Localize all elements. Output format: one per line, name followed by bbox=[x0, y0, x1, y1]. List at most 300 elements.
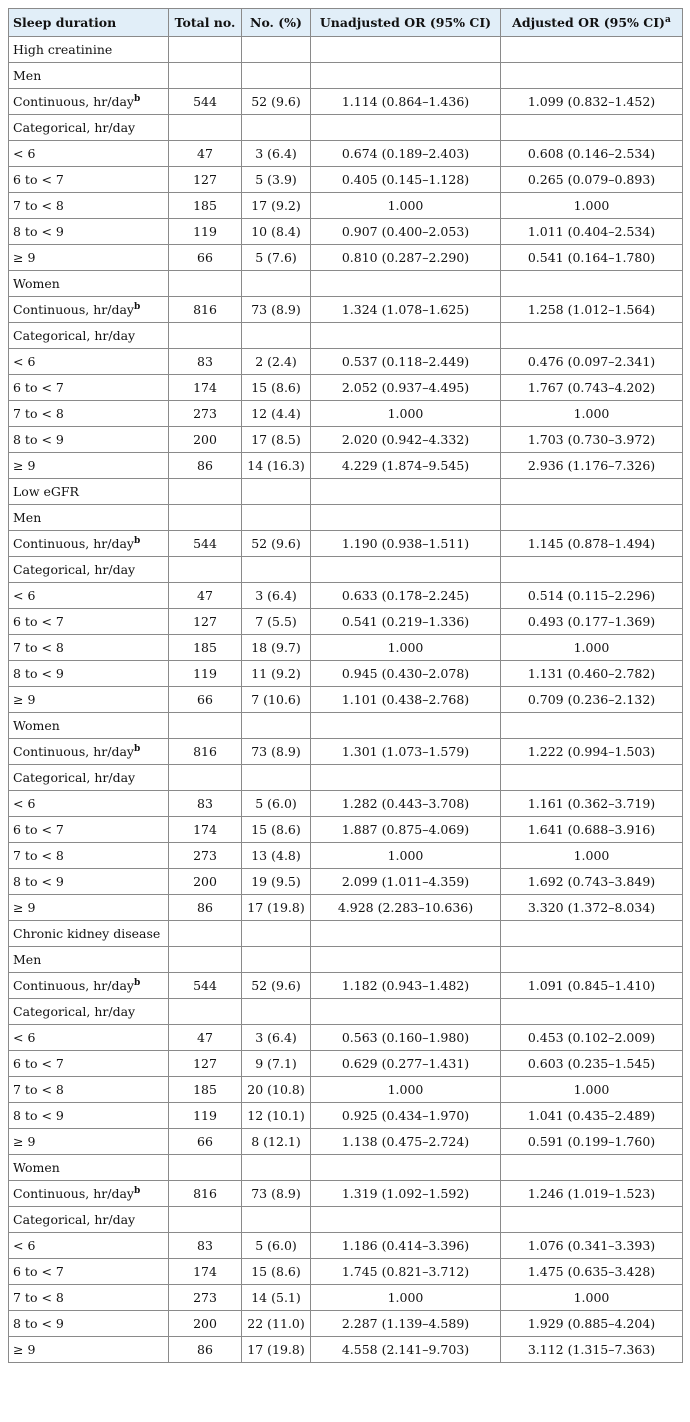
section-label bbox=[9, 115, 169, 141]
table-row bbox=[9, 141, 683, 167]
cell-adjusted-or bbox=[501, 1207, 683, 1233]
cell-total-no: 83 bbox=[169, 1233, 242, 1259]
cell-unadjusted-or: 0.405 (0.145–1.128) bbox=[311, 167, 501, 193]
table-row bbox=[9, 401, 683, 427]
section-row bbox=[9, 37, 683, 63]
cell-adjusted-or: 1.246 (1.019–1.523) bbox=[501, 1181, 683, 1207]
cell-adjusted-or: 1.011 (0.404–2.534) bbox=[501, 219, 683, 245]
row-label bbox=[9, 401, 169, 427]
table-row bbox=[9, 1311, 683, 1337]
row-label-text: 8 to < 9 bbox=[13, 224, 64, 239]
row-label-text: ≥ 9 bbox=[13, 1134, 36, 1149]
footnote-marker: a bbox=[664, 15, 671, 25]
row-label-text: Continuous, hr/day bbox=[13, 94, 134, 109]
row-label-text: Women bbox=[13, 276, 60, 291]
section-row bbox=[9, 713, 683, 739]
table-row bbox=[9, 245, 683, 271]
cell-no-pct: 17 (19.8) bbox=[242, 1337, 311, 1363]
row-label-text: < 6 bbox=[13, 1030, 36, 1045]
section-label bbox=[9, 765, 169, 791]
table-row bbox=[9, 635, 683, 661]
table-row bbox=[9, 661, 683, 687]
cell-unadjusted-or: 1.000 bbox=[311, 401, 501, 427]
cell-unadjusted-or: 1.301 (1.073–1.579) bbox=[311, 739, 501, 765]
cell-adjusted-or: 1.041 (0.435–2.489) bbox=[501, 1103, 683, 1129]
section-row bbox=[9, 557, 683, 583]
row-label-text: 6 to < 7 bbox=[13, 1264, 64, 1279]
row-label-text: 7 to < 8 bbox=[13, 848, 64, 863]
cell-adjusted-or: 1.099 (0.832–1.452) bbox=[501, 89, 683, 115]
cell-no-pct: 17 (9.2) bbox=[242, 193, 311, 219]
cell-no-pct: 12 (10.1) bbox=[242, 1103, 311, 1129]
row-label-text: Women bbox=[13, 1160, 60, 1175]
row-label bbox=[9, 1181, 169, 1207]
cell-adjusted-or: 1.258 (1.012–1.564) bbox=[501, 297, 683, 323]
row-label bbox=[9, 791, 169, 817]
cell-unadjusted-or bbox=[311, 505, 501, 531]
table-row bbox=[9, 375, 683, 401]
row-label-text: 8 to < 9 bbox=[13, 1316, 64, 1331]
cell-no-pct: 7 (5.5) bbox=[242, 609, 311, 635]
section-row bbox=[9, 999, 683, 1025]
cell-adjusted-or: 1.000 bbox=[501, 843, 683, 869]
cell-total-no: 816 bbox=[169, 1181, 242, 1207]
row-label-text: ≥ 9 bbox=[13, 458, 36, 473]
cell-adjusted-or: 1.000 bbox=[501, 193, 683, 219]
section-row bbox=[9, 479, 683, 505]
cell-unadjusted-or: 0.563 (0.160–1.980) bbox=[311, 1025, 501, 1051]
table-row bbox=[9, 687, 683, 713]
cell-unadjusted-or: 0.633 (0.178–2.245) bbox=[311, 583, 501, 609]
cell-adjusted-or: 1.161 (0.362–3.719) bbox=[501, 791, 683, 817]
cell-unadjusted-or: 2.020 (0.942–4.332) bbox=[311, 427, 501, 453]
cell-total-no: 47 bbox=[169, 141, 242, 167]
cell-no-pct: 22 (11.0) bbox=[242, 1311, 311, 1337]
row-label-text: Men bbox=[13, 510, 42, 525]
row-label-text: 7 to < 8 bbox=[13, 198, 64, 213]
cell-no-pct bbox=[242, 921, 311, 947]
row-label-text: Continuous, hr/day bbox=[13, 744, 134, 759]
row-label bbox=[9, 583, 169, 609]
section-row bbox=[9, 505, 683, 531]
cell-no-pct bbox=[242, 999, 311, 1025]
cell-adjusted-or: 0.541 (0.164–1.780) bbox=[501, 245, 683, 271]
row-label-text: Categorical, hr/day bbox=[13, 120, 136, 135]
table-row bbox=[9, 791, 683, 817]
cell-total-no: 174 bbox=[169, 817, 242, 843]
cell-unadjusted-or bbox=[311, 115, 501, 141]
row-label-text: Categorical, hr/day bbox=[13, 1212, 136, 1227]
cell-total-no: 273 bbox=[169, 1285, 242, 1311]
cell-unadjusted-or bbox=[311, 765, 501, 791]
cell-adjusted-or: 0.608 (0.146–2.534) bbox=[501, 141, 683, 167]
section-row bbox=[9, 765, 683, 791]
cell-unadjusted-or: 0.810 (0.287–2.290) bbox=[311, 245, 501, 271]
table-body bbox=[9, 37, 683, 1363]
cell-no-pct bbox=[242, 1155, 311, 1181]
cell-no-pct bbox=[242, 37, 311, 63]
footnote-marker: b bbox=[133, 536, 141, 546]
table-row bbox=[9, 1077, 683, 1103]
cell-no-pct: 14 (16.3) bbox=[242, 453, 311, 479]
table-row bbox=[9, 817, 683, 843]
row-label-text: ≥ 9 bbox=[13, 1342, 36, 1357]
row-label-text: < 6 bbox=[13, 796, 36, 811]
cell-total-no bbox=[169, 323, 242, 349]
cell-total-no bbox=[169, 557, 242, 583]
row-label bbox=[9, 609, 169, 635]
cell-unadjusted-or: 1.000 bbox=[311, 1077, 501, 1103]
row-label bbox=[9, 219, 169, 245]
cell-total-no bbox=[169, 479, 242, 505]
row-label-text: Categorical, hr/day bbox=[13, 562, 136, 577]
cell-total-no: 127 bbox=[169, 167, 242, 193]
row-label bbox=[9, 1025, 169, 1051]
cell-unadjusted-or: 1.000 bbox=[311, 843, 501, 869]
cell-total-no: 273 bbox=[169, 401, 242, 427]
cell-total-no bbox=[169, 713, 242, 739]
section-label bbox=[9, 1155, 169, 1181]
cell-adjusted-or: 1.692 (0.743–3.849) bbox=[501, 869, 683, 895]
cell-no-pct bbox=[242, 765, 311, 791]
section-row bbox=[9, 947, 683, 973]
cell-unadjusted-or: 1.138 (0.475–2.724) bbox=[311, 1129, 501, 1155]
row-label-text: < 6 bbox=[13, 588, 36, 603]
row-label bbox=[9, 1233, 169, 1259]
cell-total-no: 185 bbox=[169, 193, 242, 219]
cell-adjusted-or bbox=[501, 63, 683, 89]
row-label-text: Categorical, hr/day bbox=[13, 770, 136, 785]
section-row bbox=[9, 921, 683, 947]
cell-total-no: 66 bbox=[169, 1129, 242, 1155]
cell-adjusted-or: 1.000 bbox=[501, 1285, 683, 1311]
row-label-text: ≥ 9 bbox=[13, 692, 36, 707]
cell-total-no bbox=[169, 999, 242, 1025]
row-label bbox=[9, 375, 169, 401]
cell-no-pct: 9 (7.1) bbox=[242, 1051, 311, 1077]
table-row bbox=[9, 219, 683, 245]
cell-unadjusted-or: 1.101 (0.438–2.768) bbox=[311, 687, 501, 713]
table-row bbox=[9, 167, 683, 193]
table-row bbox=[9, 89, 683, 115]
cell-adjusted-or: 3.112 (1.315–7.363) bbox=[501, 1337, 683, 1363]
cell-total-no bbox=[169, 505, 242, 531]
cell-no-pct: 8 (12.1) bbox=[242, 1129, 311, 1155]
row-label-text: 7 to < 8 bbox=[13, 1082, 64, 1097]
cell-total-no bbox=[169, 921, 242, 947]
table-row bbox=[9, 1285, 683, 1311]
cell-no-pct: 52 (9.6) bbox=[242, 89, 311, 115]
row-label bbox=[9, 193, 169, 219]
cell-total-no: 544 bbox=[169, 89, 242, 115]
cell-no-pct: 15 (8.6) bbox=[242, 1259, 311, 1285]
header-total-no: Total no. bbox=[169, 9, 242, 37]
cell-adjusted-or bbox=[501, 713, 683, 739]
row-label bbox=[9, 1337, 169, 1363]
cell-adjusted-or: 0.514 (0.115–2.296) bbox=[501, 583, 683, 609]
cell-no-pct bbox=[242, 1207, 311, 1233]
row-label-text: Chronic kidney disease bbox=[13, 926, 161, 941]
cell-adjusted-or: 0.453 (0.102–2.009) bbox=[501, 1025, 683, 1051]
cell-no-pct: 2 (2.4) bbox=[242, 349, 311, 375]
cell-total-no: 66 bbox=[169, 687, 242, 713]
row-label-text: 6 to < 7 bbox=[13, 614, 64, 629]
cell-adjusted-or bbox=[501, 115, 683, 141]
row-label bbox=[9, 1259, 169, 1285]
row-label-text: 6 to < 7 bbox=[13, 380, 64, 395]
cell-total-no: 185 bbox=[169, 1077, 242, 1103]
cell-no-pct: 5 (3.9) bbox=[242, 167, 311, 193]
cell-unadjusted-or: 0.945 (0.430–2.078) bbox=[311, 661, 501, 687]
cell-total-no: 816 bbox=[169, 297, 242, 323]
cell-total-no: 200 bbox=[169, 869, 242, 895]
header-unadjusted-or: Unadjusted OR (95% CI) bbox=[311, 9, 501, 37]
cell-total-no bbox=[169, 271, 242, 297]
cell-no-pct: 18 (9.7) bbox=[242, 635, 311, 661]
cell-adjusted-or bbox=[501, 323, 683, 349]
cell-unadjusted-or: 0.541 (0.219–1.336) bbox=[311, 609, 501, 635]
cell-unadjusted-or: 1.000 bbox=[311, 193, 501, 219]
row-label bbox=[9, 635, 169, 661]
cell-adjusted-or: 0.591 (0.199–1.760) bbox=[501, 1129, 683, 1155]
row-label bbox=[9, 1311, 169, 1337]
header-row bbox=[9, 9, 683, 37]
cell-no-pct: 73 (8.9) bbox=[242, 297, 311, 323]
cell-unadjusted-or: 4.928 (2.283–10.636) bbox=[311, 895, 501, 921]
row-label bbox=[9, 427, 169, 453]
cell-total-no: 544 bbox=[169, 531, 242, 557]
cell-no-pct: 19 (9.5) bbox=[242, 869, 311, 895]
footnote-marker: b bbox=[133, 302, 141, 312]
cell-adjusted-or: 0.493 (0.177–1.369) bbox=[501, 609, 683, 635]
row-label-text: Continuous, hr/day bbox=[13, 302, 134, 317]
cell-adjusted-or bbox=[501, 479, 683, 505]
cell-unadjusted-or bbox=[311, 1207, 501, 1233]
cell-total-no: 119 bbox=[169, 219, 242, 245]
row-label bbox=[9, 687, 169, 713]
cell-adjusted-or: 1.000 bbox=[501, 401, 683, 427]
row-label bbox=[9, 739, 169, 765]
table-row bbox=[9, 1129, 683, 1155]
footnote-marker: b bbox=[133, 1186, 141, 1196]
footnote-marker: b bbox=[133, 978, 141, 988]
row-label bbox=[9, 1285, 169, 1311]
table-row bbox=[9, 869, 683, 895]
section-label bbox=[9, 323, 169, 349]
footnote-marker: b bbox=[133, 94, 141, 104]
cell-unadjusted-or bbox=[311, 557, 501, 583]
cell-unadjusted-or bbox=[311, 713, 501, 739]
header-no-pct: No. (%) bbox=[242, 9, 311, 37]
cell-unadjusted-or: 0.674 (0.189–2.403) bbox=[311, 141, 501, 167]
cell-no-pct: 3 (6.4) bbox=[242, 583, 311, 609]
row-label-text: 8 to < 9 bbox=[13, 1108, 64, 1123]
cell-unadjusted-or: 2.099 (1.011–4.359) bbox=[311, 869, 501, 895]
row-label-text: 8 to < 9 bbox=[13, 666, 64, 681]
header-adjusted-or bbox=[501, 9, 683, 37]
cell-total-no: 66 bbox=[169, 245, 242, 271]
cell-unadjusted-or: 0.629 (0.277–1.431) bbox=[311, 1051, 501, 1077]
row-label-text: Continuous, hr/day bbox=[13, 978, 134, 993]
cell-adjusted-or: 1.145 (0.878–1.494) bbox=[501, 531, 683, 557]
section-label bbox=[9, 37, 169, 63]
cell-unadjusted-or bbox=[311, 921, 501, 947]
cell-unadjusted-or bbox=[311, 947, 501, 973]
cell-unadjusted-or: 1.319 (1.092–1.592) bbox=[311, 1181, 501, 1207]
row-label bbox=[9, 141, 169, 167]
cell-adjusted-or bbox=[501, 557, 683, 583]
table-row bbox=[9, 193, 683, 219]
cell-total-no: 83 bbox=[169, 791, 242, 817]
section-row bbox=[9, 115, 683, 141]
header-adjusted-label: Adjusted OR (95% CI) bbox=[512, 15, 665, 30]
cell-unadjusted-or: 2.287 (1.139–4.589) bbox=[311, 1311, 501, 1337]
row-label-text: Categorical, hr/day bbox=[13, 328, 136, 343]
row-label-text: ≥ 9 bbox=[13, 250, 36, 265]
section-label bbox=[9, 479, 169, 505]
row-label bbox=[9, 1103, 169, 1129]
cell-adjusted-or bbox=[501, 999, 683, 1025]
table-row bbox=[9, 739, 683, 765]
header-sleep-duration: Sleep duration bbox=[9, 9, 169, 37]
cell-adjusted-or bbox=[501, 505, 683, 531]
row-label-text: < 6 bbox=[13, 146, 36, 161]
cell-no-pct bbox=[242, 323, 311, 349]
table-row bbox=[9, 427, 683, 453]
cell-no-pct: 3 (6.4) bbox=[242, 141, 311, 167]
cell-adjusted-or bbox=[501, 1155, 683, 1181]
row-label-text: 6 to < 7 bbox=[13, 1056, 64, 1071]
row-label bbox=[9, 245, 169, 271]
table-row bbox=[9, 453, 683, 479]
cell-no-pct: 15 (8.6) bbox=[242, 817, 311, 843]
cell-unadjusted-or: 1.190 (0.938–1.511) bbox=[311, 531, 501, 557]
cell-unadjusted-or: 1.282 (0.443–3.708) bbox=[311, 791, 501, 817]
row-label bbox=[9, 89, 169, 115]
section-label bbox=[9, 713, 169, 739]
row-label-text: < 6 bbox=[13, 354, 36, 369]
cell-no-pct bbox=[242, 557, 311, 583]
row-label bbox=[9, 1077, 169, 1103]
cell-no-pct: 17 (8.5) bbox=[242, 427, 311, 453]
cell-adjusted-or: 1.000 bbox=[501, 1077, 683, 1103]
cell-no-pct bbox=[242, 479, 311, 505]
section-label bbox=[9, 557, 169, 583]
row-label-text: Women bbox=[13, 718, 60, 733]
cell-total-no: 200 bbox=[169, 1311, 242, 1337]
cell-unadjusted-or bbox=[311, 323, 501, 349]
cell-adjusted-or: 0.265 (0.079–0.893) bbox=[501, 167, 683, 193]
row-label bbox=[9, 869, 169, 895]
row-label-text: 6 to < 7 bbox=[13, 172, 64, 187]
table-row bbox=[9, 973, 683, 999]
cell-no-pct: 73 (8.9) bbox=[242, 1181, 311, 1207]
cell-unadjusted-or: 1.000 bbox=[311, 635, 501, 661]
cell-no-pct: 13 (4.8) bbox=[242, 843, 311, 869]
section-row bbox=[9, 323, 683, 349]
section-row bbox=[9, 63, 683, 89]
cell-unadjusted-or: 0.907 (0.400–2.053) bbox=[311, 219, 501, 245]
cell-total-no bbox=[169, 765, 242, 791]
cell-adjusted-or: 3.320 (1.372–8.034) bbox=[501, 895, 683, 921]
cell-total-no: 200 bbox=[169, 427, 242, 453]
cell-total-no: 185 bbox=[169, 635, 242, 661]
cell-total-no: 83 bbox=[169, 349, 242, 375]
table-row bbox=[9, 1259, 683, 1285]
cell-no-pct: 20 (10.8) bbox=[242, 1077, 311, 1103]
cell-total-no bbox=[169, 1155, 242, 1181]
cell-adjusted-or: 1.767 (0.743–4.202) bbox=[501, 375, 683, 401]
cell-no-pct: 11 (9.2) bbox=[242, 661, 311, 687]
cell-total-no: 816 bbox=[169, 739, 242, 765]
table-row bbox=[9, 583, 683, 609]
cell-total-no: 127 bbox=[169, 609, 242, 635]
row-label-text: 7 to < 8 bbox=[13, 406, 64, 421]
section-label bbox=[9, 63, 169, 89]
cell-no-pct: 3 (6.4) bbox=[242, 1025, 311, 1051]
cell-total-no: 119 bbox=[169, 661, 242, 687]
cell-adjusted-or: 1.929 (0.885–4.204) bbox=[501, 1311, 683, 1337]
cell-no-pct: 17 (19.8) bbox=[242, 895, 311, 921]
cell-no-pct: 52 (9.6) bbox=[242, 973, 311, 999]
cell-adjusted-or: 0.603 (0.235–1.545) bbox=[501, 1051, 683, 1077]
cell-unadjusted-or: 4.558 (2.141–9.703) bbox=[311, 1337, 501, 1363]
cell-no-pct bbox=[242, 505, 311, 531]
cell-total-no: 544 bbox=[169, 973, 242, 999]
row-label-text: 8 to < 9 bbox=[13, 432, 64, 447]
cell-no-pct bbox=[242, 115, 311, 141]
cell-no-pct bbox=[242, 947, 311, 973]
row-label bbox=[9, 531, 169, 557]
cell-no-pct bbox=[242, 713, 311, 739]
odds-ratio-table bbox=[8, 8, 683, 1363]
cell-unadjusted-or: 0.925 (0.434–1.970) bbox=[311, 1103, 501, 1129]
row-label bbox=[9, 895, 169, 921]
row-label-text: Men bbox=[13, 68, 42, 83]
section-label bbox=[9, 947, 169, 973]
cell-unadjusted-or bbox=[311, 271, 501, 297]
row-label-text: 8 to < 9 bbox=[13, 874, 64, 889]
cell-no-pct: 52 (9.6) bbox=[242, 531, 311, 557]
cell-unadjusted-or: 1.000 bbox=[311, 1285, 501, 1311]
cell-unadjusted-or bbox=[311, 37, 501, 63]
section-label bbox=[9, 271, 169, 297]
cell-total-no: 273 bbox=[169, 843, 242, 869]
cell-adjusted-or: 0.709 (0.236–2.132) bbox=[501, 687, 683, 713]
cell-no-pct: 15 (8.6) bbox=[242, 375, 311, 401]
cell-no-pct: 5 (6.0) bbox=[242, 791, 311, 817]
cell-unadjusted-or: 1.182 (0.943–1.482) bbox=[311, 973, 501, 999]
cell-total-no: 174 bbox=[169, 375, 242, 401]
cell-adjusted-or: 1.131 (0.460–2.782) bbox=[501, 661, 683, 687]
cell-no-pct bbox=[242, 63, 311, 89]
table-row bbox=[9, 1103, 683, 1129]
cell-adjusted-or: 1.091 (0.845–1.410) bbox=[501, 973, 683, 999]
cell-adjusted-or: 2.936 (1.176–7.326) bbox=[501, 453, 683, 479]
row-label-text: Continuous, hr/day bbox=[13, 536, 134, 551]
cell-no-pct: 12 (4.4) bbox=[242, 401, 311, 427]
section-row bbox=[9, 1207, 683, 1233]
cell-no-pct: 73 (8.9) bbox=[242, 739, 311, 765]
row-label-text: Categorical, hr/day bbox=[13, 1004, 136, 1019]
cell-total-no bbox=[169, 1207, 242, 1233]
row-label-text: ≥ 9 bbox=[13, 900, 36, 915]
cell-adjusted-or: 1.475 (0.635–3.428) bbox=[501, 1259, 683, 1285]
cell-adjusted-or: 1.000 bbox=[501, 635, 683, 661]
cell-total-no: 86 bbox=[169, 895, 242, 921]
section-row bbox=[9, 271, 683, 297]
cell-total-no: 47 bbox=[169, 583, 242, 609]
